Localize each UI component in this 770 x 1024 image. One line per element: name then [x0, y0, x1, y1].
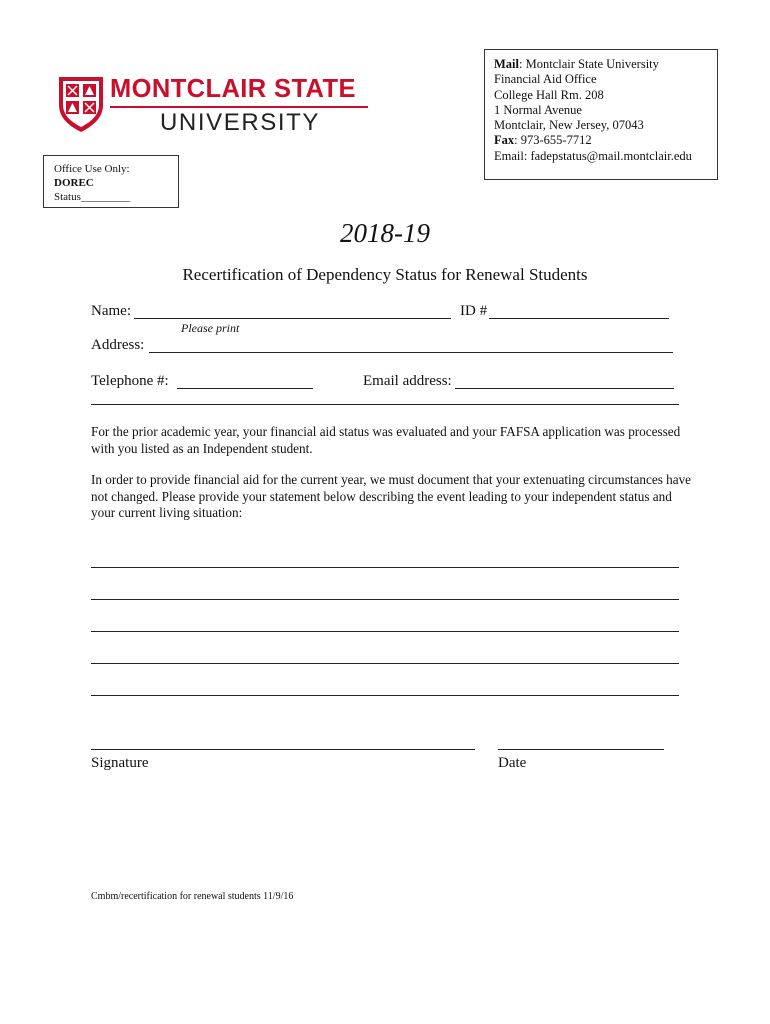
name-field[interactable] — [134, 318, 451, 319]
mail-room: College Hall Rm. 208 — [494, 87, 604, 102]
mail-university: : Montclair State University — [519, 57, 659, 71]
instructions-paragraph-2 — [91, 472, 691, 522]
name-label: Name: — [91, 303, 131, 319]
logo-divider — [110, 106, 368, 108]
status-field: Status_________ — [54, 191, 131, 203]
email-label: Email address: — [363, 373, 452, 389]
address-field[interactable] — [149, 352, 673, 353]
telephone-label: Telephone #: — [91, 373, 169, 389]
mail-city: Montclair, New Jersey, 07043 — [494, 118, 644, 133]
para2-text: In order to provide financial aid for the current year, we must document that your extenuating circumstances have not changed. Please provide your statement below describing the event leading to your independent status and your current living situation: — [91, 472, 692, 520]
logo-wordmark-university: UNIVERSITY — [160, 109, 321, 136]
office-use-box — [43, 155, 179, 208]
address-label: Address: — [91, 337, 145, 353]
statement-line[interactable] — [91, 695, 679, 696]
dorec-label: DOREC — [54, 177, 94, 189]
fax-label: Fax — [494, 133, 515, 148]
statement-line[interactable] — [91, 663, 679, 664]
email-contact: Email: fadepstatus@mail.montclair.edu — [494, 148, 692, 163]
mail-label: Mail — [494, 57, 519, 71]
mail-office: Financial Aid Office — [494, 72, 597, 87]
shield-crest-icon — [57, 75, 105, 133]
id-field[interactable] — [489, 318, 669, 319]
statement-line[interactable] — [91, 631, 679, 632]
para1-text: For the prior academic year, your financial aid status was evaluated and your FAFSA application was processed with you listed as an Independent student. — [91, 424, 681, 456]
form-title: Recertification of Dependency Status for Renewal Students — [182, 265, 588, 284]
date-label: Date — [498, 755, 527, 771]
please-print-hint: Please print — [181, 321, 240, 335]
signature-field[interactable] — [91, 749, 475, 750]
mail-street: 1 Normal Avenue — [494, 102, 582, 117]
date-field[interactable] — [498, 749, 664, 750]
mail-address-box — [484, 49, 718, 180]
signature-label: Signature — [91, 755, 149, 771]
telephone-field[interactable] — [177, 388, 313, 389]
logo-wordmark-montclair: MONTCLAIR STATE — [110, 75, 356, 103]
email-field[interactable] — [455, 388, 674, 389]
fax-number: : 973-655-7712 — [514, 133, 592, 148]
mail-line — [494, 57, 717, 72]
academic-year: 2018-19 — [340, 218, 430, 248]
fax-line — [494, 133, 717, 148]
office-use-label: Office Use Only: — [54, 163, 130, 175]
id-label: ID # — [460, 303, 488, 319]
instructions-paragraph-1 — [91, 424, 691, 457]
statement-line[interactable] — [91, 567, 679, 568]
statement-line[interactable] — [91, 599, 679, 600]
section-divider — [91, 404, 679, 405]
footer-note: Cmbm/recertification for renewal students 11/9/16 — [91, 891, 294, 902]
